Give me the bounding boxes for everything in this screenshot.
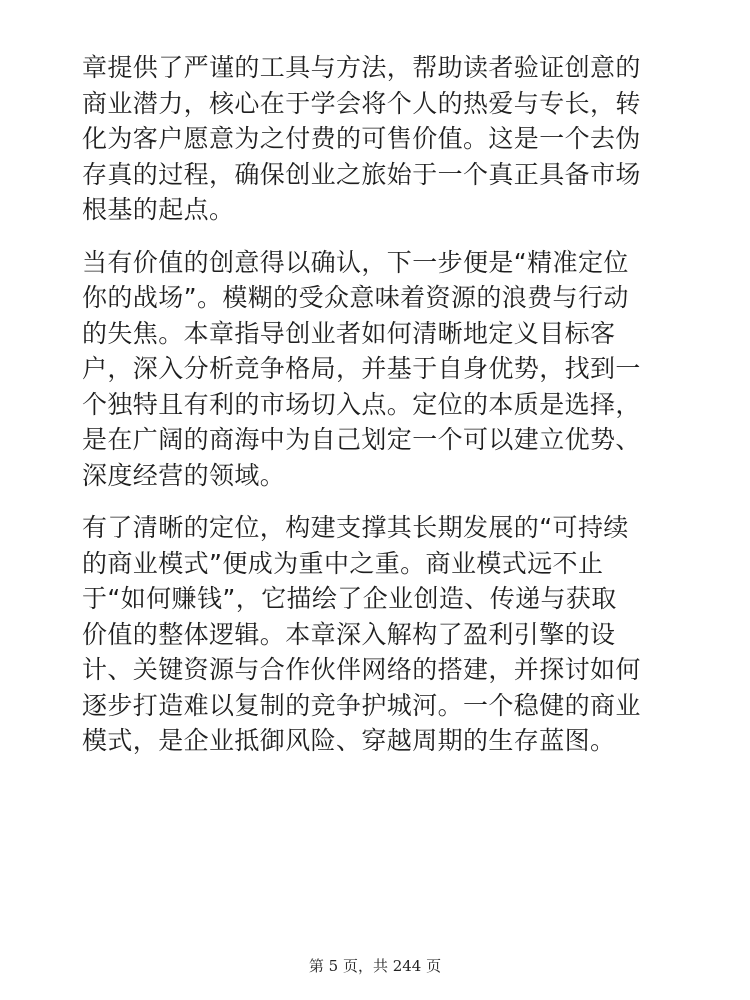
text-line: 模式，是企业抵御风险、穿越周期的生存蓝图。 xyxy=(82,726,616,755)
text-line: 你的战场”。模糊的受众意味着资源的浪费与行动 xyxy=(82,283,629,312)
text-line: 价值的整体逻辑。本章深入解构了盈利引擎的设 xyxy=(82,619,616,649)
text-line: 的商业模式”便成为重中之重。商业模式远不止 xyxy=(82,548,604,578)
paragraph-3 xyxy=(82,510,682,759)
text-line: 商业潜力，核心在于学会将个人的热爱与专长，转 xyxy=(82,88,641,118)
text-line: 章提供了严谨的工具与方法，帮助读者验证创意的 xyxy=(82,53,641,82)
paragraph-1 xyxy=(82,50,682,228)
text-line: 的失焦。本章指导创业者如何清晰地定义目标客 xyxy=(82,318,616,348)
text-line: 逐步打造难以复制的竞争护城河。一个稳健的商业 xyxy=(82,690,641,720)
paragraph-2 xyxy=(82,245,682,494)
text-line: 个独特且有利的市场切入点。定位的本质是选择， xyxy=(82,389,641,419)
body-text xyxy=(82,50,682,776)
text-line: 深度经营的领域。 xyxy=(82,460,286,490)
text-line: 根基的起点。 xyxy=(82,195,235,224)
text-line: 于“如何赚钱”，它描绘了企业创造、传递与获取 xyxy=(82,584,617,613)
text-line: 化为客户愿意为之付费的可售价值。这是一个去伪 xyxy=(82,124,641,153)
text-line: 当有价值的创意得以确认，下一步便是“精准定位 xyxy=(82,247,629,277)
text-line: 是在广阔的商海中为自己划定一个可以建立优势、 xyxy=(82,425,641,454)
text-line: 存真的过程，确保创业之旅始于一个真正具备市场 xyxy=(82,159,641,189)
page-number-footer: 第 5 页，共 244 页 xyxy=(308,957,442,975)
text-line: 计、关键资源与合作伙伴网络的搭建，并探讨如何 xyxy=(82,655,641,684)
text-line: 户，深入分析竞争格局，并基于自身优势，找到一 xyxy=(82,354,641,383)
text-line: 有了清晰的定位，构建支撑其长期发展的“可持续 xyxy=(82,513,629,542)
